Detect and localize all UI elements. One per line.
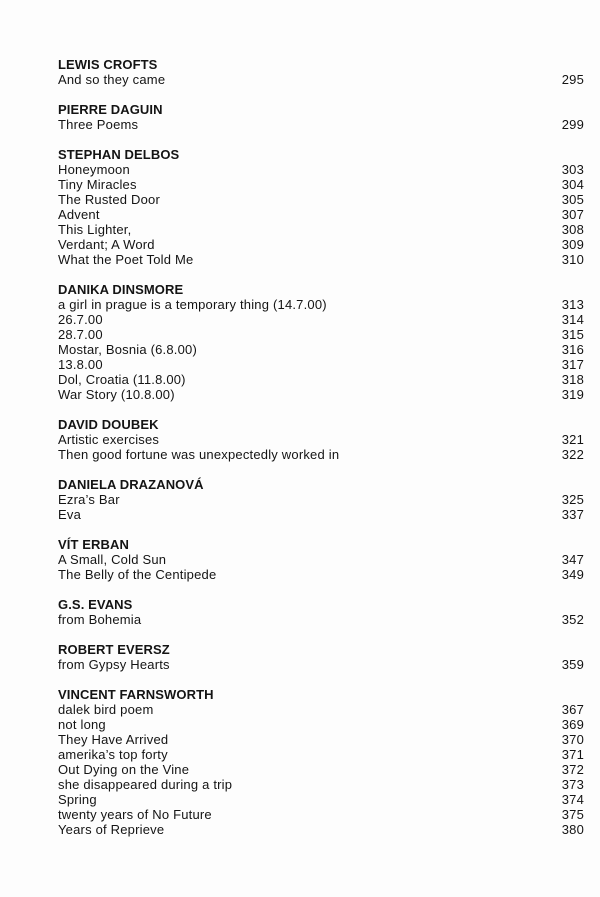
- author-name: G.S. EVANS: [58, 597, 133, 612]
- entry-title: War Story (10.8.00): [58, 387, 175, 402]
- author-name: VÍT ERBAN: [58, 537, 129, 552]
- entry-page-number: 314: [561, 312, 584, 327]
- author-name: ROBERT EVERSZ: [58, 642, 170, 657]
- entry-page-number: 372: [561, 762, 584, 777]
- entry-title: The Belly of the Centipede: [58, 567, 217, 582]
- author-name: VINCENT FARNSWORTH: [58, 687, 214, 702]
- toc-entry: [58, 567, 584, 582]
- toc-section: [58, 147, 584, 267]
- entry-title: This Lighter,: [58, 222, 132, 237]
- toc-entry: [58, 762, 584, 777]
- toc-entry: [58, 72, 584, 87]
- toc-entry: [58, 747, 584, 762]
- entry-title: Three Poems: [58, 117, 139, 132]
- entry-page-number: 369: [561, 717, 584, 732]
- toc-entry: [58, 252, 584, 267]
- entry-title: 13.8.00: [58, 357, 103, 372]
- toc-entry: [58, 447, 584, 462]
- toc-entry: [58, 807, 584, 822]
- entry-page-number: 347: [561, 552, 584, 567]
- toc-entry: [58, 732, 584, 747]
- toc-entry: [58, 312, 584, 327]
- entry-page-number: 375: [561, 807, 584, 822]
- entry-title: not long: [58, 717, 106, 732]
- toc-entry: [58, 342, 584, 357]
- entry-title: Honeymoon: [58, 162, 130, 177]
- toc-entry: [58, 492, 584, 507]
- entry-title: twenty years of No Future: [58, 807, 212, 822]
- toc-entry: [58, 357, 584, 372]
- toc-entry: [58, 237, 584, 252]
- author-name: DANIELA DRAZANOVÁ: [58, 477, 204, 492]
- entry-title: And so they came: [58, 72, 166, 87]
- toc-entry: [58, 297, 584, 312]
- entry-title: Spring: [58, 792, 97, 807]
- toc-entry: [58, 162, 584, 177]
- entry-title: Artistic exercises: [58, 432, 160, 447]
- entry-page-number: 325: [561, 492, 584, 507]
- entry-title: she disappeared during a trip: [58, 777, 233, 792]
- toc-entry: [58, 432, 584, 447]
- toc-entry: [58, 702, 584, 717]
- toc-entry: [58, 507, 584, 522]
- entry-title: from Bohemia: [58, 612, 142, 627]
- entry-title: Years of Reprieve: [58, 822, 165, 837]
- entry-page-number: 309: [561, 237, 584, 252]
- entry-page-number: 299: [561, 117, 584, 132]
- toc-entry: [58, 657, 584, 672]
- author-name: DAVID DOUBEK: [58, 417, 159, 432]
- toc-entry: [58, 192, 584, 207]
- author-name: LEWIS CROFTS: [58, 57, 158, 72]
- entry-page-number: 367: [561, 702, 584, 717]
- toc-section: [58, 477, 584, 522]
- entry-title: Verdant; A Word: [58, 237, 155, 252]
- toc-entry: [58, 792, 584, 807]
- entry-title: a girl in prague is a temporary thing (14.7.00): [58, 297, 327, 312]
- entry-page-number: 322: [561, 447, 584, 462]
- toc-entry: [58, 612, 584, 627]
- entry-page-number: 315: [561, 327, 584, 342]
- toc-entry: [58, 777, 584, 792]
- entry-title: 28.7.00: [58, 327, 103, 342]
- entry-title: 26.7.00: [58, 312, 103, 327]
- author-name: DANIKA DINSMORE: [58, 282, 184, 297]
- entry-title: Then good fortune was unexpectedly worked in: [58, 447, 340, 462]
- toc-entry: [58, 207, 584, 222]
- toc-section: [58, 282, 584, 402]
- toc-entry: [58, 552, 584, 567]
- entry-page-number: 318: [561, 372, 584, 387]
- entry-title: What the Poet Told Me: [58, 252, 194, 267]
- toc-entry: [58, 117, 584, 132]
- entry-page-number: 352: [561, 612, 584, 627]
- entry-page-number: 371: [561, 747, 584, 762]
- toc-entry: [58, 717, 584, 732]
- entry-page-number: 316: [561, 342, 584, 357]
- entry-page-number: 359: [561, 657, 584, 672]
- entry-page-number: 349: [561, 567, 584, 582]
- entry-page-number: 313: [561, 297, 584, 312]
- entry-page-number: 380: [561, 822, 584, 837]
- entry-page-number: 319: [561, 387, 584, 402]
- toc-entry: [58, 177, 584, 192]
- entry-title: Ezra’s Bar: [58, 492, 120, 507]
- toc-entry: [58, 387, 584, 402]
- entry-title: amerika’s top forty: [58, 747, 168, 762]
- toc-section: [58, 537, 584, 582]
- entry-title: dalek bird poem: [58, 702, 154, 717]
- entry-page-number: 370: [561, 732, 584, 747]
- entry-title: Dol, Croatia (11.8.00): [58, 372, 186, 387]
- entry-title: Advent: [58, 207, 100, 222]
- entry-page-number: 305: [561, 192, 584, 207]
- toc-section: [58, 597, 584, 627]
- toc-section: [58, 687, 584, 837]
- toc-section: [58, 417, 584, 462]
- toc-entry: [58, 372, 584, 387]
- entry-title: A Small, Cold Sun: [58, 552, 167, 567]
- entry-page-number: 307: [561, 207, 584, 222]
- author-name: STEPHAN DELBOS: [58, 147, 180, 162]
- entry-page-number: 321: [561, 432, 584, 447]
- toc-section: [58, 102, 584, 132]
- entry-page-number: 304: [561, 177, 584, 192]
- entry-page-number: 374: [561, 792, 584, 807]
- entry-title: They Have Arrived: [58, 732, 169, 747]
- entry-page-number: 373: [561, 777, 584, 792]
- author-name: PIERRE DAGUIN: [58, 102, 163, 117]
- toc-section: [58, 57, 584, 87]
- entry-title: Eva: [58, 507, 82, 522]
- toc-section: [58, 642, 584, 672]
- entry-title: from Gypsy Hearts: [58, 657, 170, 672]
- entry-page-number: 295: [561, 72, 584, 87]
- entry-page-number: 337: [561, 507, 584, 522]
- entry-title: Tiny Miracles: [58, 177, 137, 192]
- entry-title: Mostar, Bosnia (6.8.00): [58, 342, 197, 357]
- entry-title: Out Dying on the Vine: [58, 762, 190, 777]
- toc-entry: [58, 822, 584, 837]
- entry-title: The Rusted Door: [58, 192, 160, 207]
- toc-entry: [58, 222, 584, 237]
- table-of-contents: [58, 57, 584, 852]
- entry-page-number: 317: [561, 357, 584, 372]
- entry-page-number: 303: [561, 162, 584, 177]
- entry-page-number: 308: [561, 222, 584, 237]
- entry-page-number: 310: [561, 252, 584, 267]
- toc-entry: [58, 327, 584, 342]
